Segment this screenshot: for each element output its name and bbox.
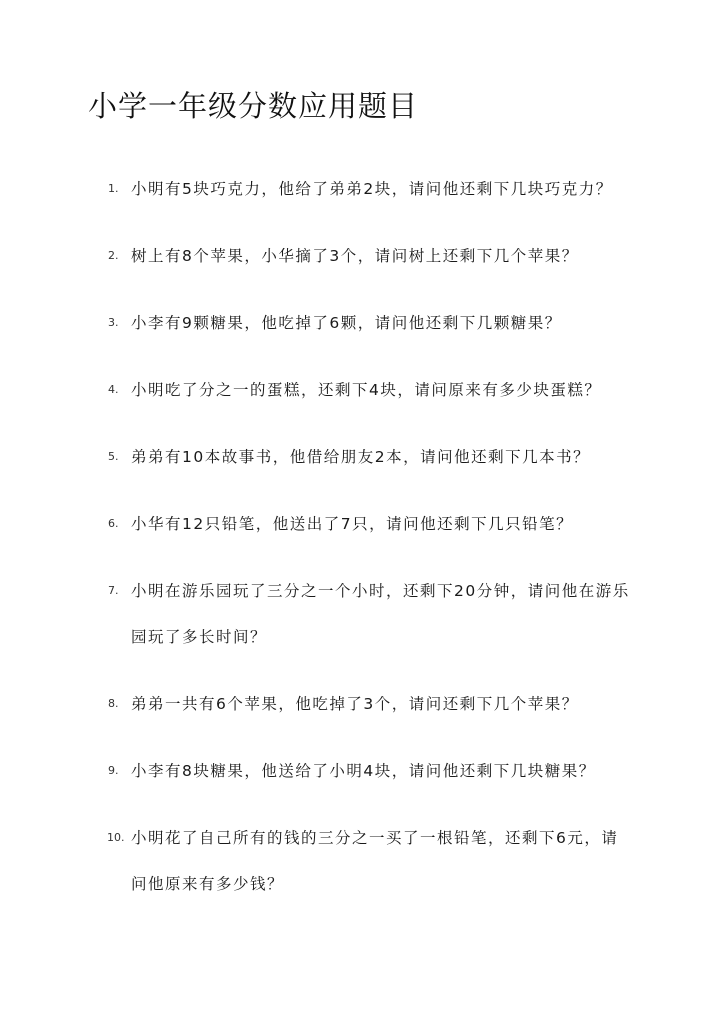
- question-number: 7.: [108, 584, 119, 597]
- question-number: 5.: [108, 450, 119, 463]
- question-text: 小明吃了分之一的蛋糕，还剩下4块，请问原来有多少块蛋糕？: [131, 381, 602, 399]
- question-number: 4.: [108, 383, 119, 396]
- question-text: 小明花了自己所有的钱的三分之一买了一根铅笔，还剩下6元，请问他原来有多少钱？: [131, 829, 619, 893]
- list-item: [0, 434, 720, 480]
- question-number: 2.: [108, 249, 119, 262]
- question-text: 小华有12只铅笔，他送出了7只，请问他还剩下几只铅笔？: [131, 515, 574, 533]
- list-item: [0, 233, 720, 279]
- question-text: 小李有8块糖果，他送给了小明4块，请问他还剩下几块糖果？: [131, 762, 596, 780]
- list-item: [0, 501, 720, 547]
- page-title: 小学一年级分数应用题目: [88, 89, 419, 123]
- question-text: 小李有9颗糖果，他吃掉了6颗，请问他还剩下几颗糖果？: [131, 314, 562, 332]
- list-item: [0, 681, 720, 727]
- question-number: 8.: [108, 697, 119, 710]
- question-number: 9.: [108, 764, 119, 777]
- question-text: 弟弟有10本故事书，他借给朋友2本，请问他还剩下几本书？: [131, 448, 591, 466]
- question-number: 1.: [108, 182, 119, 195]
- question-number: 10.: [107, 831, 125, 844]
- question-text: 树上有8个苹果，小华摘了3个，请问树上还剩下几个苹果？: [131, 247, 579, 265]
- list-item: [0, 367, 720, 413]
- list-item: [0, 300, 720, 346]
- list-item: [0, 748, 720, 794]
- list-item: [0, 815, 720, 907]
- question-number: 6.: [108, 517, 119, 530]
- question-text: 小明有5块巧克力，他给了弟弟2块，请问他还剩下几块巧克力？: [131, 180, 613, 198]
- question-list: [0, 166, 720, 928]
- question-text: 弟弟一共有6个苹果，他吃掉了3个，请问还剩下几个苹果？: [131, 695, 579, 713]
- list-item: [0, 166, 720, 212]
- list-item: [0, 568, 720, 660]
- question-text: 小明在游乐园玩了三分之一个小时，还剩下20分钟，请问他在游乐园玩了多长时间？: [131, 582, 630, 646]
- question-number: 3.: [108, 316, 119, 329]
